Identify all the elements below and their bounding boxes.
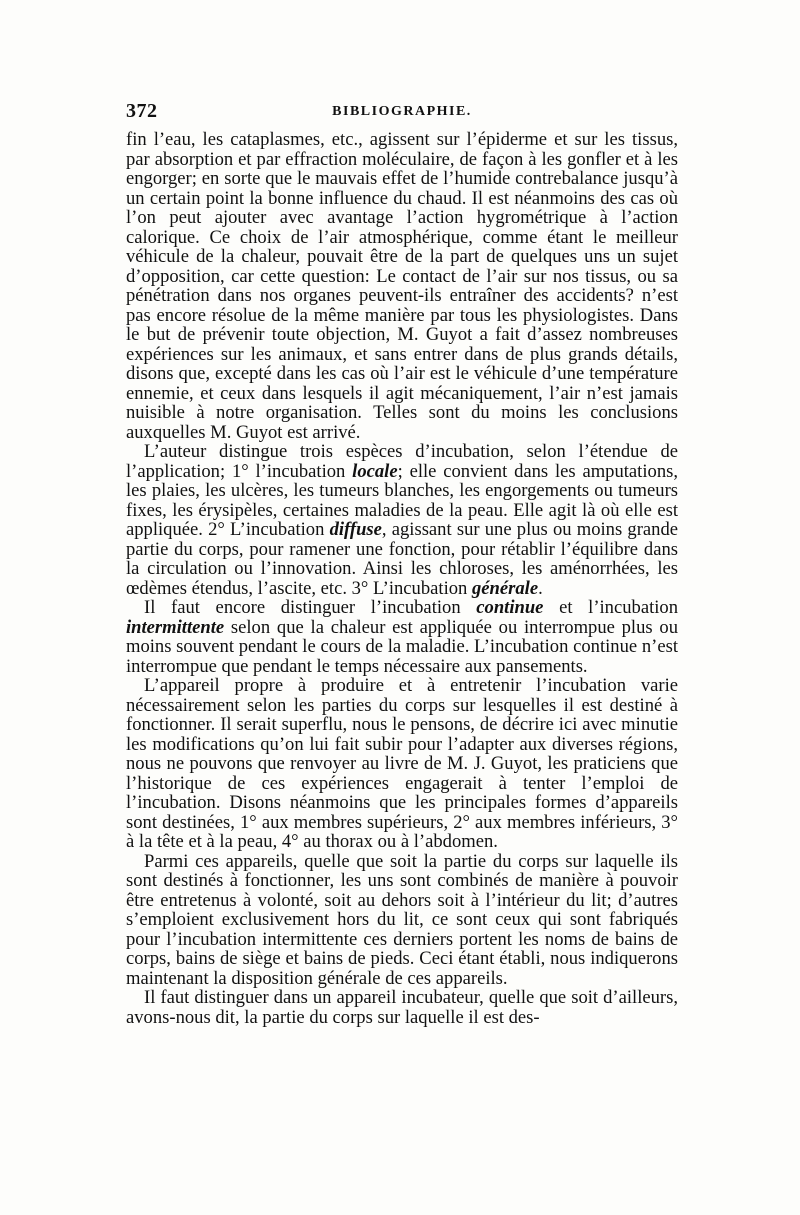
text-run: , agissant sur une plus ou moins grande partie du corps, pour ramener une fonction, pour rétablir l’équilibre dans la circulation ou l’innovation. Ainsi les chloroses, les aménorrhées, les œdèmes étendus, l’ascite, etc. 3° L’incubation [126,519,678,599]
emphasized-term: continue [476,597,544,618]
paragraph [126,442,678,598]
text-run: fin l’eau, les cataplasmes, etc., agissent sur l’épiderme et sur les tissus, par absorption et par effraction moléculaire, de façon à les gonfler et à les engorger; en sorte que le mauvais effet de l’humide contrebalance jusqu’à un certain point la bonne influence du chaud. Il est néanmoins des cas où l’on peut ajouter avec avantage l’action hygrométrique à l’action calorique. Ce choix de l’air atmosphérique, comme étant le meilleur véhicule de la chaleur, pouvait être de la part de quelques uns un sujet d’opposition, car cette question: Le contact de l’air sur nos tissus, ou sa pénétration dans nos organes peuvent-ils entraîner des accidents? n’est pas encore résolue de la même manière par tous les physiologistes. Dans le but de prévenir toute objection, M. Guyot a fait d’assez nombreuses expériences sur les animaux, et sans entrer dans de plus grands détails, disons que, excepté dans les cas où l’air est le véhicule d’une température ennemie, et ceux dans lesquels il agit mécaniquement, l’air n’est jamais nuisible à notre organisation. Telles sont du moins les conclusions auxquelles M. Guyot est arrivé. [126,129,678,443]
body-text [126,130,678,1027]
text-run: L’appareil propre à produire et à entretenir l’incubation varie nécessairement selon les parties du corps sur lesquelles il est destiné à fonctionner. Il serait superflu, nous le pensons, de décrire ici avec minutie les modifications qu’on lui fait subir pour l’adapter aux diverses régions, nous ne pouvons que renvoyer au livre de M. J. Guyot, les praticiens que l’historique de ces expériences engagerait à tenter l’emploi de l’incubation. Disons néanmoins que les principales formes d’appareils sont destinées, 1° aux membres supérieurs, 2° aux membres inférieurs, 3° à la tête et à la peau, 4° au thorax ou à l’abdomen. [126,675,678,852]
text-run: selon que la chaleur est appliquée ou interrompue plus ou moins souvent pendant le cours de la maladie. L’incubation continue n’est interrompue que pendant le temps nécessaire aux pansements. [126,616,678,677]
page-number: 372 [126,100,158,122]
paragraph [126,598,678,676]
paragraph [126,988,678,1027]
text-run: . [538,577,543,599]
text-run: L’auteur distingue trois espèces d’incubation, selon l’étendue de l’application; 1° l’incubation [126,441,678,482]
paragraph [126,852,678,989]
paragraph [126,676,678,852]
text-run: Il faut encore distinguer l’incubation [144,597,477,618]
page-header [126,100,678,130]
running-title: BIBLIOGRAPHIE. [332,104,472,119]
text-run: Il faut distinguer dans un appareil incubateur, quelle que soit d’ailleurs, avons-nous dit, la partie du corps sur laquelle il est des- [126,987,678,1028]
text-run: et l’incubation [543,597,678,618]
text-run: ; elle convient dans les amputations, les plaies, les ulcères, les tumeurs blanches, les engorgements ou tumeurs fixes, les érysipèles, certaines maladies de la peau. Elle agit là où elle est appliquée. 2° L’incubation [126,460,678,540]
text-run: Parmi ces appareils, quelle que soit la partie du corps sur laquelle ils sont destinés à fonctionner, les uns sont combinés de manière à pouvoir être entretenus à volonté, soit au dehors soit à l’intérieur du lit; d’autres s’emploient exclusivement hors du lit, ce sont ceux qui sont fabriqués pour l’incubation intermittente ces derniers portent les noms de bains de corps, bains de siège et bains de pieds. Ceci étant établi, nous indiquerons maintenant la disposition générale de ces appareils. [126,850,678,989]
emphasized-term: locale [352,460,398,482]
emphasized-term: diffuse [329,519,382,540]
emphasized-term: intermittente [126,616,225,638]
emphasized-term: générale [471,577,539,599]
paragraph [126,130,678,442]
